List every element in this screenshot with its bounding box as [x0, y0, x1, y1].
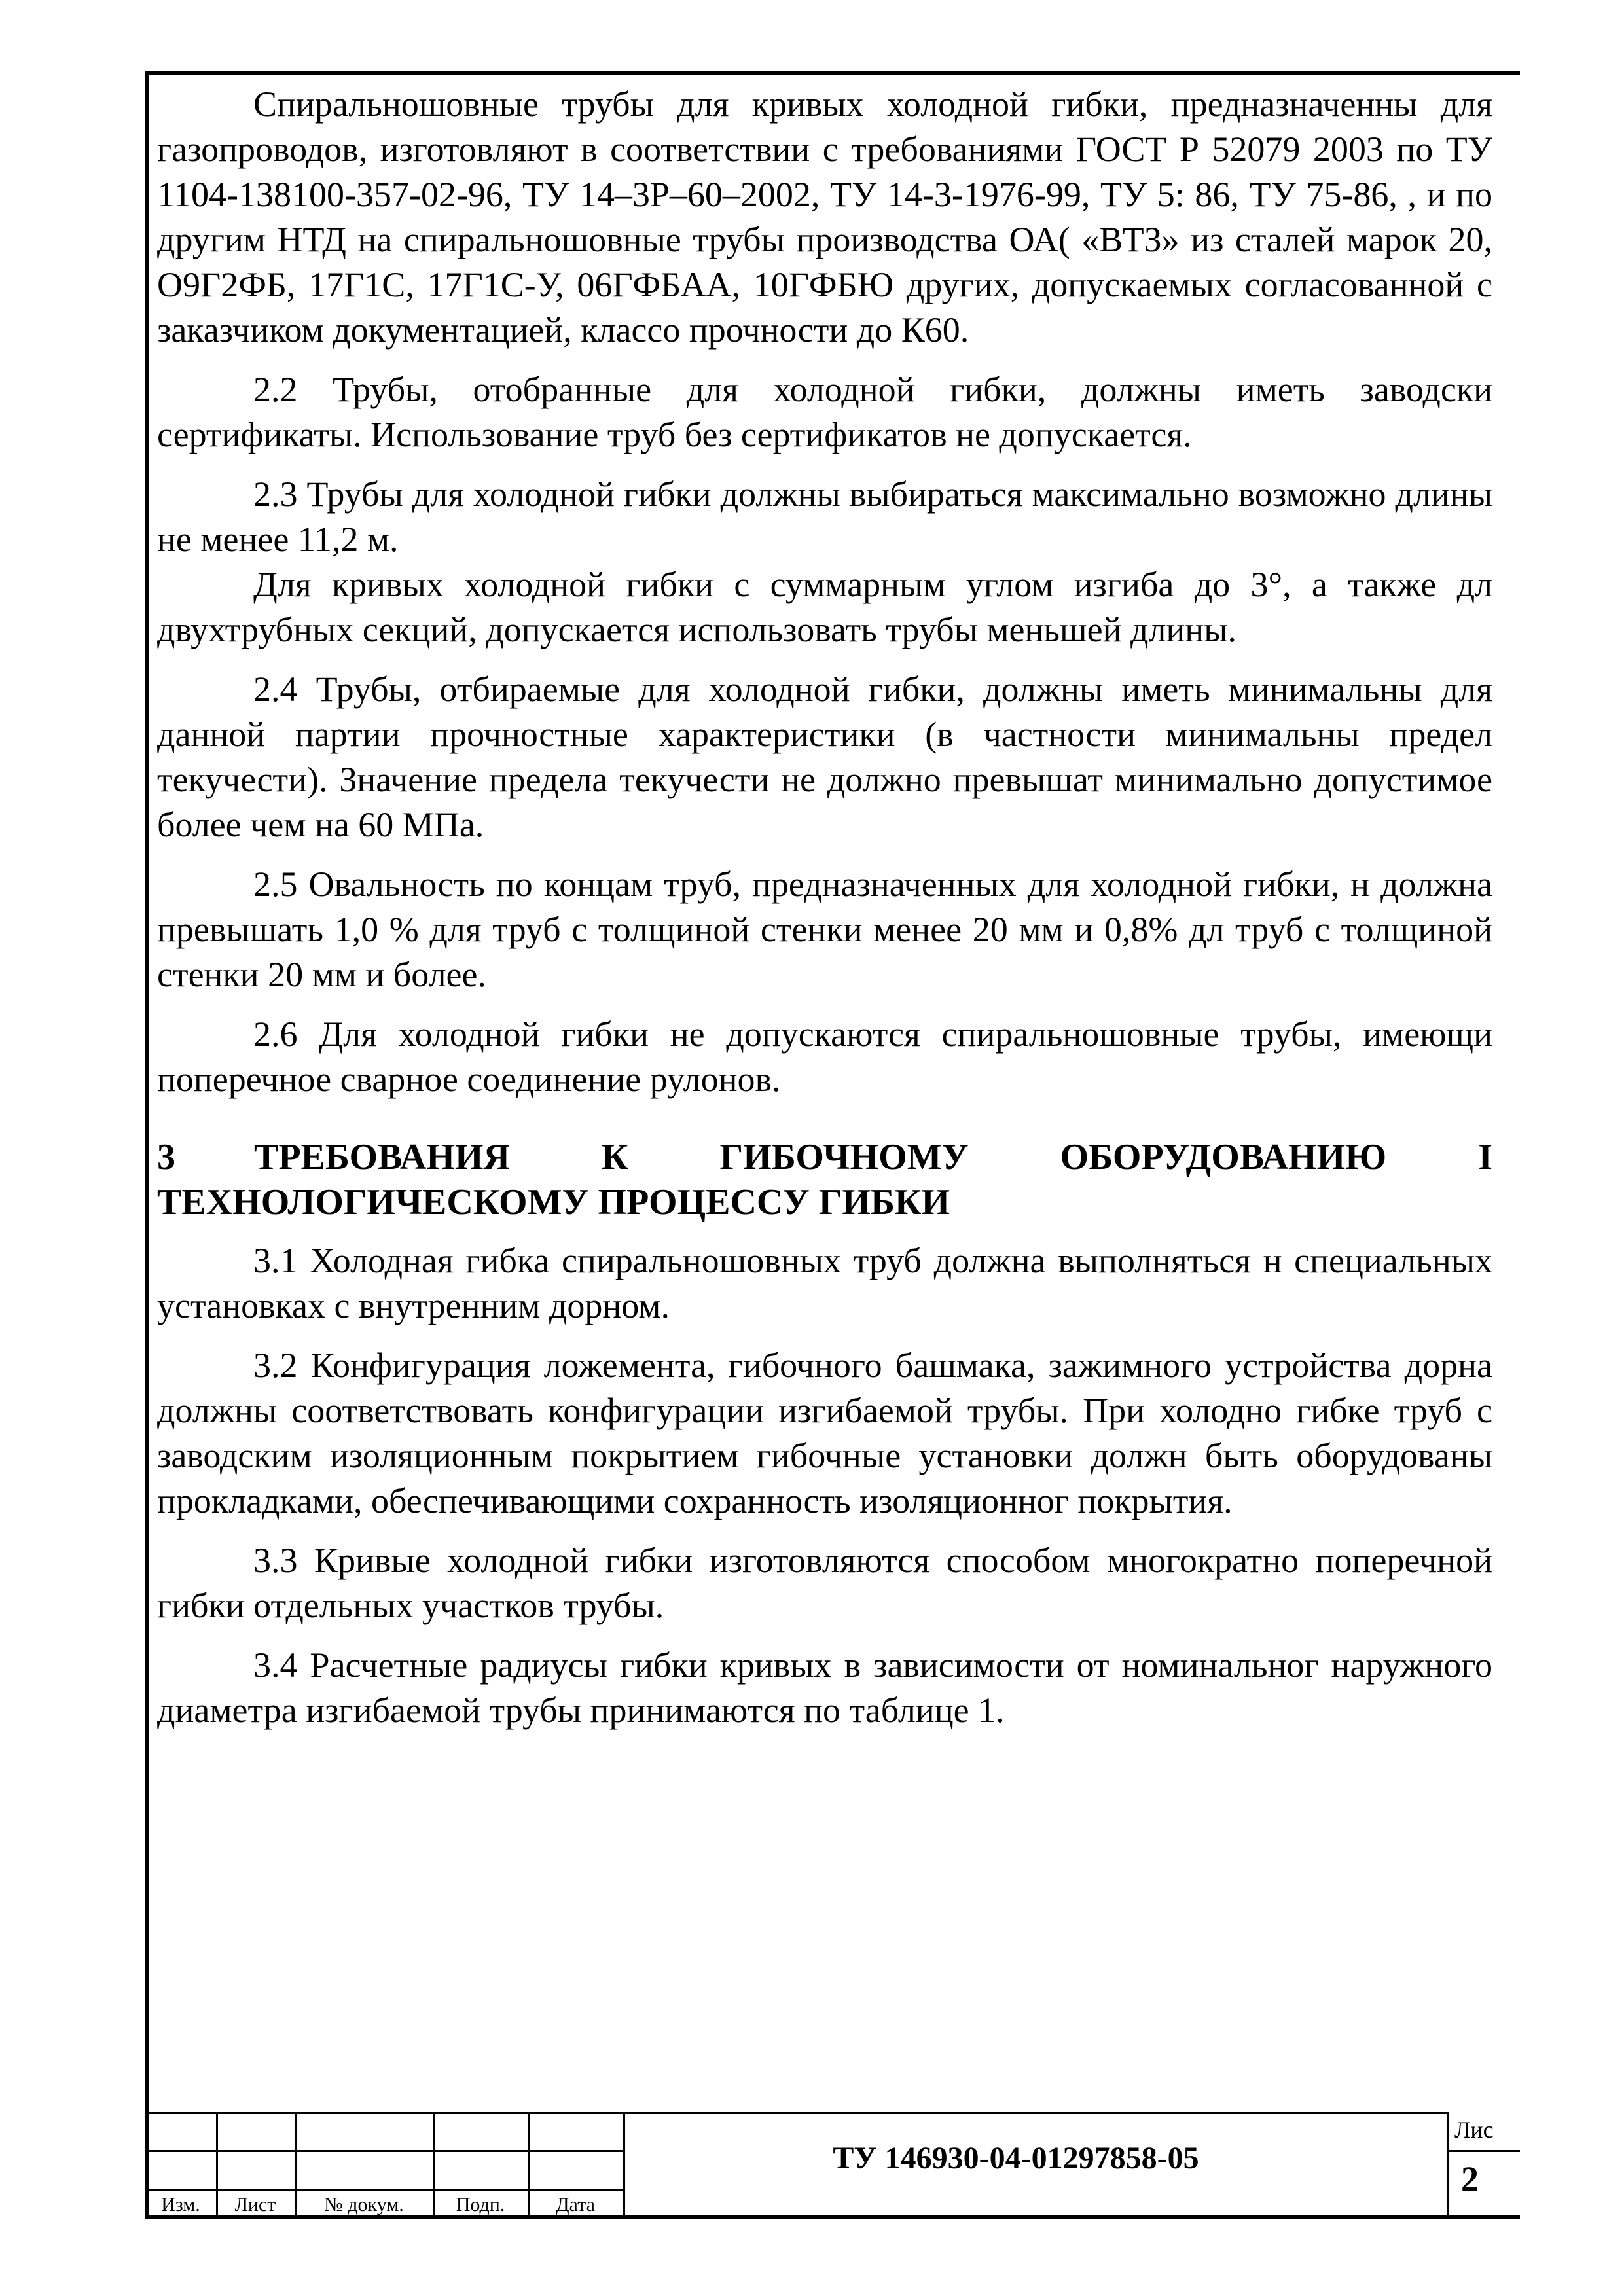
paragraph-3-2: 3.2 Конфигурация ложемента, гибочного башмака, зажимного устройства дорна должны соответствовать конфигурации изгибаемой трубы. При холодно гибке труб с заводским изоляционным покрытием гибочные установки должн быть оборудованы прокладками, обеспечивающими сохранность изоляционног покрытия.: [157, 1346, 1492, 1520]
col-label-izm: Изм.: [161, 2194, 200, 2215]
stamp-top-line: [145, 2112, 1447, 2114]
paragraph-2-3-note: Для кривых холодной гибки с суммарным углом изгиба до 3°, а также дл двухтрубных секций, допускается использовать трубы меньшей длины.: [157, 565, 1492, 649]
section-3-number: 3: [157, 1137, 175, 1177]
stamp-sheet-line: [1447, 2150, 1520, 2152]
paragraph-3-3: 3.3 Кривые холодной гибки изготовляются способом многократно поперечной гибки отдельных участков трубы.: [157, 1541, 1492, 1625]
title-block: [145, 2112, 1520, 2219]
section-3-title-line2: ТЕХНОЛОГИЧЕСКОМУ ПРОЦЕССУ ГИБКИ: [157, 1182, 950, 1223]
sheet-label: Лис: [1454, 2117, 1494, 2143]
document-body: [157, 82, 1492, 1888]
col-label-doc: № докум.: [324, 2194, 404, 2215]
paragraph-2-6: 2.6 Для холодной гибки не допускаются спиральношовные трубы, имеющи поперечное сварное соединение рулонов.: [157, 1014, 1492, 1099]
paragraph-2-4: 2.4 Трубы, отбираемые для холодной гибки, должны иметь минимальны для данной партии прочностные характеристики (в частности минимальны предел текучести). Значение предела текучести не должно превышат минимально допустимое более чем на 60 МПа.: [157, 670, 1492, 844]
section-3-heading: [157, 1135, 1492, 1225]
col-label-sign: Подп.: [456, 2194, 505, 2215]
section-3-title-line1: ТРЕБОВАНИЯ К ГИБОЧНОМУ ОБОРУДОВАНИЮ І: [254, 1137, 1492, 1177]
document-code: ТУ 146930-04-01297858-05: [833, 2141, 1199, 2176]
paragraph-2-5: 2.5 Овальность по концам труб, предназначенных для холодной гибки, н должна превышать 1,0 % для труб с толщиной стенки менее 20 мм и 0,8% дл труб с толщиной стенки 20 мм и более.: [157, 865, 1492, 994]
col-label-date: Дата: [556, 2194, 595, 2215]
paragraph-2-2: 2.2 Трубы, отобранные для холодной гибки, должны иметь заводски сертификаты. Использование труб без сертификатов не допускается.: [157, 370, 1492, 454]
col-label-list: Лист: [234, 2194, 276, 2215]
paragraph-2-3: 2.3 Трубы для холодной гибки должны выбираться максимально возможно длины не менее 11,2 м.: [157, 475, 1492, 559]
paragraph-2-1: Спиральношовные трубы для кривых холодной гибки, предназначенны для газопроводов, изготовляют в соответствии с требованиями ГОСТ Р 52079 2003 по ТУ 1104-138100-357-02-96, ТУ 14–3Р–60–2002, ТУ 14-3-1976-99, ТУ 5: 86, ТУ 75-86, , и по другим НТД на спиральношовные трубы производства ОА( «ВТЗ» из сталей марок 20, О9Г2ФБ, 17Г1С, 17Г1С-У, 06ГФБАА, 10ГФБЮ других, допускаемых согласованной с заказчиком документацией, классо прочности до К60.: [157, 84, 1492, 350]
paragraph-3-4: 3.4 Расчетные радиусы гибки кривых в зависимости от номинальног наружного диаметра изгибаемой трубы принимаются по таблице 1.: [157, 1645, 1492, 1730]
paragraph-3-1: 3.1 Холодная гибка спиральношовных труб должна выполняться н специальных установках с внутренним дорном.: [157, 1241, 1492, 1325]
sheet-number: 2: [1461, 2159, 1479, 2198]
